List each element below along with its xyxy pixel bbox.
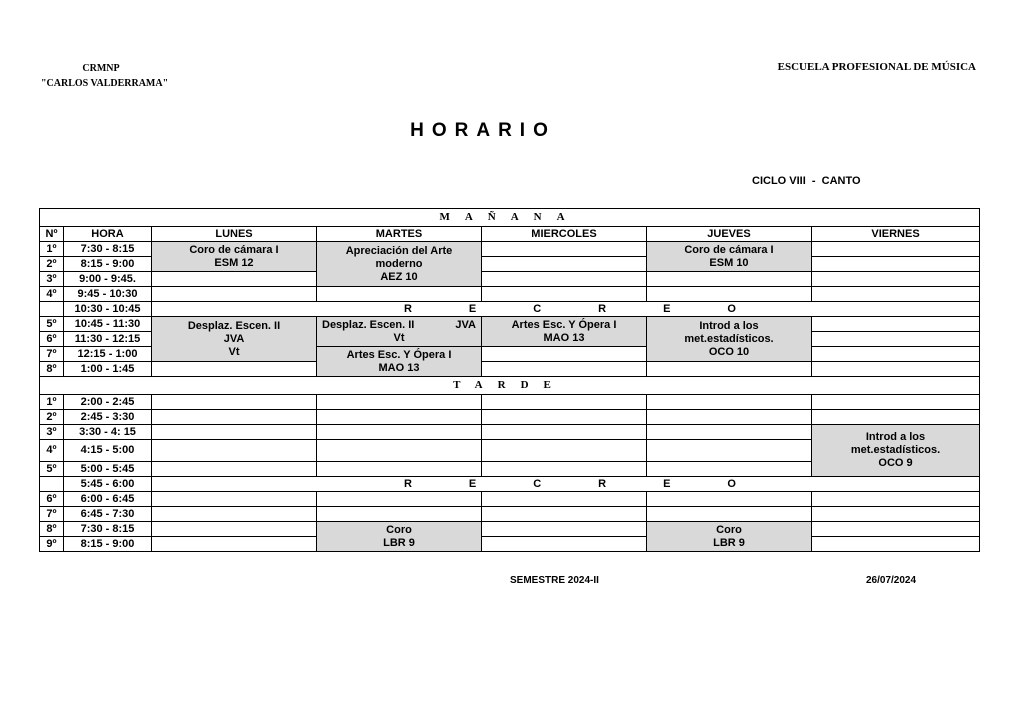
break-letter: C — [533, 302, 542, 315]
table-row — [40, 537, 980, 552]
empty-cell — [152, 537, 317, 552]
break-letter: R — [404, 477, 412, 490]
empty-cell — [647, 362, 812, 377]
empty-cell — [812, 257, 980, 272]
empty-cell — [152, 462, 317, 477]
empty-cell — [317, 507, 482, 522]
column-header-row — [40, 227, 980, 242]
course-cell — [152, 242, 317, 272]
empty-cell — [482, 462, 647, 477]
course-name: Apreciación del Arte — [345, 244, 453, 257]
empty-cell — [482, 287, 647, 302]
course-cell — [812, 425, 980, 477]
table-row — [40, 492, 980, 507]
slot-time: 8:15 - 9:00 — [64, 537, 152, 552]
course-teacher: JVA — [223, 332, 245, 345]
empty-cell — [482, 537, 647, 552]
slot-time: 6:00 - 6:45 — [64, 492, 152, 507]
course-name-cont: moderno — [375, 257, 423, 270]
col-header-lunes: LUNES — [152, 227, 317, 242]
slot-number: 3º — [40, 272, 64, 287]
slot-time: 9:00 - 9:45. — [64, 272, 152, 287]
empty-cell — [812, 395, 980, 410]
empty-cell — [317, 425, 482, 440]
col-header-hora: HORA — [64, 227, 152, 242]
empty-cell — [812, 347, 980, 362]
slot-number — [40, 302, 64, 317]
empty-cell — [482, 522, 647, 537]
slot-time: 11:30 - 12:15 — [64, 332, 152, 347]
empty-cell — [482, 242, 647, 257]
course-teacher-room: ESM 10 — [709, 256, 749, 269]
course-cell — [317, 242, 482, 287]
table-row — [40, 317, 980, 332]
course-name: Desplaz. Escen. II — [322, 318, 415, 331]
empty-cell — [812, 317, 980, 332]
break-letter: R — [598, 477, 607, 490]
slot-time: 5:45 - 6:00 — [64, 477, 152, 492]
course-teacher-room: ESM 12 — [214, 256, 254, 269]
break-letter: O — [727, 477, 736, 490]
empty-cell — [647, 440, 812, 462]
semester-label: SEMESTRE 2024-II — [510, 575, 599, 586]
slot-time: 9:45 - 10:30 — [64, 287, 152, 302]
slot-number: 6º — [40, 332, 64, 347]
slot-number: 5º — [40, 462, 64, 477]
slot-time: 10:45 - 11:30 — [64, 317, 152, 332]
slot-number: 7º — [40, 347, 64, 362]
institution-short-name: CRMNP — [82, 63, 120, 74]
empty-cell — [812, 332, 980, 347]
course-cell — [317, 317, 482, 347]
slot-number: 3º — [40, 425, 64, 440]
course-teacher-room: OCO 10 — [708, 345, 750, 358]
slot-time: 3:30 - 4: 15 — [64, 425, 152, 440]
col-header-martes: MARTES — [317, 227, 482, 242]
empty-cell — [482, 410, 647, 425]
course-teacher: JVA — [455, 318, 476, 331]
course-cell — [152, 317, 317, 362]
slot-time: 1:00 - 1:45 — [64, 362, 152, 377]
empty-cell — [152, 425, 317, 440]
empty-cell — [317, 395, 482, 410]
course-name: Desplaz. Escen. II — [187, 319, 281, 332]
slot-time: 8:15 - 9:00 — [64, 257, 152, 272]
slot-time: 10:30 - 10:45 — [64, 302, 152, 317]
empty-cell — [317, 287, 482, 302]
slot-number: 4º — [40, 287, 64, 302]
course-name: Introd a los — [865, 431, 926, 443]
table-row — [40, 522, 980, 537]
empty-cell — [152, 287, 317, 302]
schedule-table — [39, 208, 980, 552]
slot-time: 7:30 - 8:15 — [64, 242, 152, 257]
empty-cell — [152, 272, 317, 287]
empty-cell — [647, 272, 812, 287]
section-morning: MAÑANA — [40, 209, 980, 227]
empty-cell — [317, 462, 482, 477]
empty-cell — [812, 537, 980, 552]
break-letter: E — [663, 477, 671, 490]
empty-cell — [647, 507, 812, 522]
table-row — [40, 395, 980, 410]
empty-cell — [812, 410, 980, 425]
course-room: Vt — [228, 345, 240, 358]
slot-number: 6º — [40, 492, 64, 507]
table-row — [40, 507, 980, 522]
empty-cell — [812, 242, 980, 257]
course-cell — [647, 317, 812, 362]
slot-number: 9º — [40, 537, 64, 552]
course-name-cont: met.estadísticos. — [850, 444, 941, 456]
section-afternoon: TARDE — [40, 377, 980, 395]
empty-cell — [482, 440, 647, 462]
empty-cell — [647, 492, 812, 507]
empty-cell — [647, 425, 812, 440]
slot-time: 2:00 - 2:45 — [64, 395, 152, 410]
table-row — [40, 362, 980, 377]
empty-cell — [812, 522, 980, 537]
empty-cell — [482, 507, 647, 522]
institution-full-name: "CARLOS VALDERRAMA" — [41, 78, 169, 89]
slot-number: 4º — [40, 440, 64, 462]
empty-cell — [152, 410, 317, 425]
empty-cell — [152, 522, 317, 537]
slot-number: 5º — [40, 317, 64, 332]
break-letter: R — [598, 302, 607, 315]
break-letter: E — [663, 302, 671, 315]
slot-number — [40, 477, 64, 492]
institution-header — [41, 61, 181, 91]
course-cell — [482, 317, 647, 347]
course-cell — [317, 347, 482, 377]
empty-cell — [152, 492, 317, 507]
empty-cell — [152, 395, 317, 410]
col-header-miercoles: MIERCOLES — [482, 227, 647, 242]
empty-cell — [482, 347, 647, 362]
empty-cell — [647, 395, 812, 410]
break-letter: O — [727, 302, 736, 315]
break-label — [152, 477, 980, 492]
slot-time: 5:00 - 5:45 — [64, 462, 152, 477]
empty-cell — [482, 425, 647, 440]
slot-time: 6:45 - 7:30 — [64, 507, 152, 522]
course-name: Coro de cámara I — [189, 243, 279, 256]
slot-number: 8º — [40, 522, 64, 537]
cycle-label: CICLO VIII - CANTO — [752, 175, 861, 187]
course-teacher-room: OCO 9 — [878, 457, 913, 469]
course-name: Artes Esc. Y Ópera I — [346, 348, 452, 361]
slot-time: 2:45 - 3:30 — [64, 410, 152, 425]
break-letter: C — [533, 477, 542, 490]
break-letter: E — [468, 477, 477, 490]
slot-time: 4:15 - 5:00 — [64, 440, 152, 462]
school-name: ESCUELA PROFESIONAL DE MÚSICA — [777, 61, 976, 73]
page-title: HORARIO — [410, 120, 556, 141]
col-header-jueves: JUEVES — [647, 227, 812, 242]
slot-number: 2º — [40, 257, 64, 272]
empty-cell — [812, 272, 980, 287]
empty-cell — [482, 492, 647, 507]
course-cell — [317, 522, 482, 552]
empty-cell — [152, 507, 317, 522]
empty-cell — [812, 492, 980, 507]
break-row — [40, 302, 980, 317]
course-teacher-room: MAO 13 — [543, 331, 585, 344]
course-name: Coro de cámara I — [684, 243, 774, 256]
table-row — [40, 272, 980, 287]
empty-cell — [647, 410, 812, 425]
empty-cell — [317, 492, 482, 507]
table-row — [40, 287, 980, 302]
empty-cell — [482, 257, 647, 272]
empty-cell — [647, 287, 812, 302]
empty-cell — [482, 272, 647, 287]
course-teacher-room: LBR 9 — [383, 536, 415, 549]
course-teacher-room: AEZ 10 — [380, 270, 418, 283]
empty-cell — [482, 395, 647, 410]
course-name-cont: met.estadísticos. — [684, 332, 774, 345]
empty-cell — [812, 362, 980, 377]
empty-cell — [812, 287, 980, 302]
course-name: Coro — [386, 523, 412, 536]
slot-number: 1º — [40, 242, 64, 257]
col-header-viernes: VIERNES — [812, 227, 980, 242]
break-letter: R — [404, 302, 412, 315]
slot-time: 12:15 - 1:00 — [64, 347, 152, 362]
break-letter: E — [468, 302, 477, 315]
table-row — [40, 425, 980, 440]
slot-number: 2º — [40, 410, 64, 425]
break-label — [152, 302, 980, 317]
course-cell — [647, 242, 812, 272]
course-teacher-room: MAO 13 — [378, 361, 420, 374]
course-name: Coro — [716, 523, 742, 536]
empty-cell — [317, 440, 482, 462]
course-name: Artes Esc. Y Ópera I — [511, 318, 617, 331]
course-cell — [647, 522, 812, 552]
empty-cell — [152, 362, 317, 377]
slot-number: 7º — [40, 507, 64, 522]
slot-time: 7:30 - 8:15 — [64, 522, 152, 537]
date-label: 26/07/2024 — [866, 575, 917, 586]
table-row — [40, 242, 980, 257]
course-teacher-room: LBR 9 — [713, 536, 745, 549]
empty-cell — [812, 507, 980, 522]
slot-number: 1º — [40, 395, 64, 410]
break-row — [40, 477, 980, 492]
course-name: Introd a los — [699, 319, 759, 332]
empty-cell — [317, 410, 482, 425]
col-header-num: Nº — [40, 227, 64, 242]
empty-cell — [152, 440, 317, 462]
course-room: Vt — [393, 331, 405, 344]
table-row — [40, 410, 980, 425]
empty-cell — [647, 462, 812, 477]
slot-number: 8º — [40, 362, 64, 377]
empty-cell — [482, 362, 647, 377]
